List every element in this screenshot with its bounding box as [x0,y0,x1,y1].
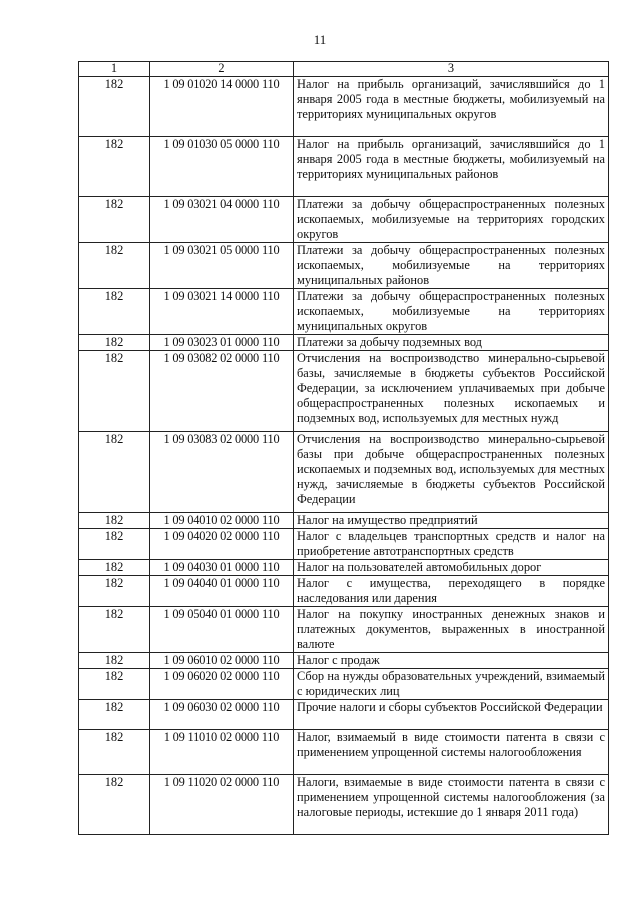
budget-code-cell: 1 09 11010 02 0000 110 [150,730,294,775]
description-cell: Налог на прибыль организаций, зачислявшийся до 1 января 2005 года в местные бюджеты, мобилизуемый на территориях муниципальных районов [294,137,609,197]
description-cell: Налог на пользователей автомобильных дорог [294,560,609,576]
column-header-2: 2 [150,62,294,77]
admin-code-cell: 182 [79,77,150,137]
admin-code-cell: 182 [79,576,150,607]
admin-code-cell: 182 [79,197,150,243]
description-cell: Платежи за добычу общераспространенных полезных ископаемых, мобилизуемые на территориях городских округов [294,197,609,243]
table-row [79,607,609,653]
budget-code-cell: 1 09 06010 02 0000 110 [150,653,294,669]
table-row [79,243,609,289]
admin-code-cell: 182 [79,335,150,351]
table-row [79,513,609,529]
page-number: 11 [313,32,327,47]
description-cell: Налог на покупку иностранных денежных знаков и платежных документов, выраженных в иностранной валюте [294,607,609,653]
table-row [79,289,609,335]
description-cell: Налог на имущество предприятий [294,513,609,529]
table-row [79,730,609,775]
description-cell: Налог с имущества, переходящего в порядке наследования или дарения [294,576,609,607]
table-row [79,137,609,197]
description-cell: Отчисления на воспроизводство минерально-сырьевой базы при добыче общераспространенных полезных ископаемых и подземных вод, используемых для местных нужд, зачисляемые в бюджеты субъектов Российской Федерации [294,432,609,513]
column-header-1: 1 [79,62,150,77]
admin-code-cell: 182 [79,351,150,432]
budget-code-cell: 1 09 04040 01 0000 110 [150,576,294,607]
budget-code-cell: 1 09 01020 14 0000 110 [150,77,294,137]
admin-code-cell: 182 [79,289,150,335]
budget-code-cell: 1 09 03083 02 0000 110 [150,432,294,513]
description-cell: Налог, взимаемый в виде стоимости патента в связи с применением упрощенной системы налогообложения [294,730,609,775]
budget-code-cell: 1 09 03082 02 0000 110 [150,351,294,432]
description-cell: Налог на прибыль организаций, зачислявшийся до 1 января 2005 года в местные бюджеты, мобилизуемый на территориях муниципальных округов [294,77,609,137]
description-cell: Отчисления на воспроизводство минерально-сырьевой базы, зачисляемые в бюджеты субъектов Российской Федерации, за исключением уплачиваемых при добыче общераспространенных полезных ископаемых и подземных вод, используемых для местных нужд [294,351,609,432]
admin-code-cell: 182 [79,137,150,197]
admin-code-cell: 182 [79,513,150,529]
table-row [79,351,609,432]
table-row [79,529,609,560]
table-row [79,560,609,576]
budget-code-cell: 1 09 03021 04 0000 110 [150,197,294,243]
column-header-3: 3 [294,62,609,77]
admin-code-cell: 182 [79,700,150,730]
table-row [79,653,609,669]
description-cell: Налоги, взимаемые в виде стоимости патента в связи с применением упрощенной системы налогообложения (за налоговые периоды, истекшие до 1 января 2011 года) [294,775,609,835]
table-row [79,77,609,137]
budget-code-cell: 1 09 06030 02 0000 110 [150,700,294,730]
description-cell: Налог с владельцев транспортных средств и налог на приобретение автотранспортных средств [294,529,609,560]
description-cell: Платежи за добычу общераспространенных полезных ископаемых, мобилизуемые на территориях муниципальных округов [294,289,609,335]
description-cell: Платежи за добычу общераспространенных полезных ископаемых, мобилизуемые на территориях муниципальных районов [294,243,609,289]
description-cell: Сбор на нужды образовательных учреждений, взимаемый с юридических лиц [294,669,609,700]
admin-code-cell: 182 [79,243,150,289]
table-row [79,669,609,700]
budget-code-cell: 1 09 04030 01 0000 110 [150,560,294,576]
admin-code-cell: 182 [79,653,150,669]
admin-code-cell: 182 [79,560,150,576]
budget-code-cell: 1 09 01030 05 0000 110 [150,137,294,197]
budget-code-cell: 1 09 11020 02 0000 110 [150,775,294,835]
budget-code-cell: 1 09 05040 01 0000 110 [150,607,294,653]
description-cell: Платежи за добычу подземных вод [294,335,609,351]
admin-code-cell: 182 [79,432,150,513]
admin-code-cell: 182 [79,669,150,700]
admin-code-cell: 182 [79,607,150,653]
budget-codes-table [78,61,609,835]
description-cell: Прочие налоги и сборы субъектов Российской Федерации [294,700,609,730]
admin-code-cell: 182 [79,730,150,775]
table-row [79,700,609,730]
table-row [79,335,609,351]
admin-code-cell: 182 [79,529,150,560]
budget-code-cell: 1 09 03023 01 0000 110 [150,335,294,351]
table-header-row [79,62,609,77]
table-row [79,432,609,513]
budget-code-cell: 1 09 03021 05 0000 110 [150,243,294,289]
table-row [79,775,609,835]
table-row [79,576,609,607]
budget-code-cell: 1 09 04010 02 0000 110 [150,513,294,529]
budget-code-cell: 1 09 06020 02 0000 110 [150,669,294,700]
admin-code-cell: 182 [79,775,150,835]
table-row [79,197,609,243]
budget-code-cell: 1 09 04020 02 0000 110 [150,529,294,560]
description-cell: Налог с продаж [294,653,609,669]
budget-code-cell: 1 09 03021 14 0000 110 [150,289,294,335]
